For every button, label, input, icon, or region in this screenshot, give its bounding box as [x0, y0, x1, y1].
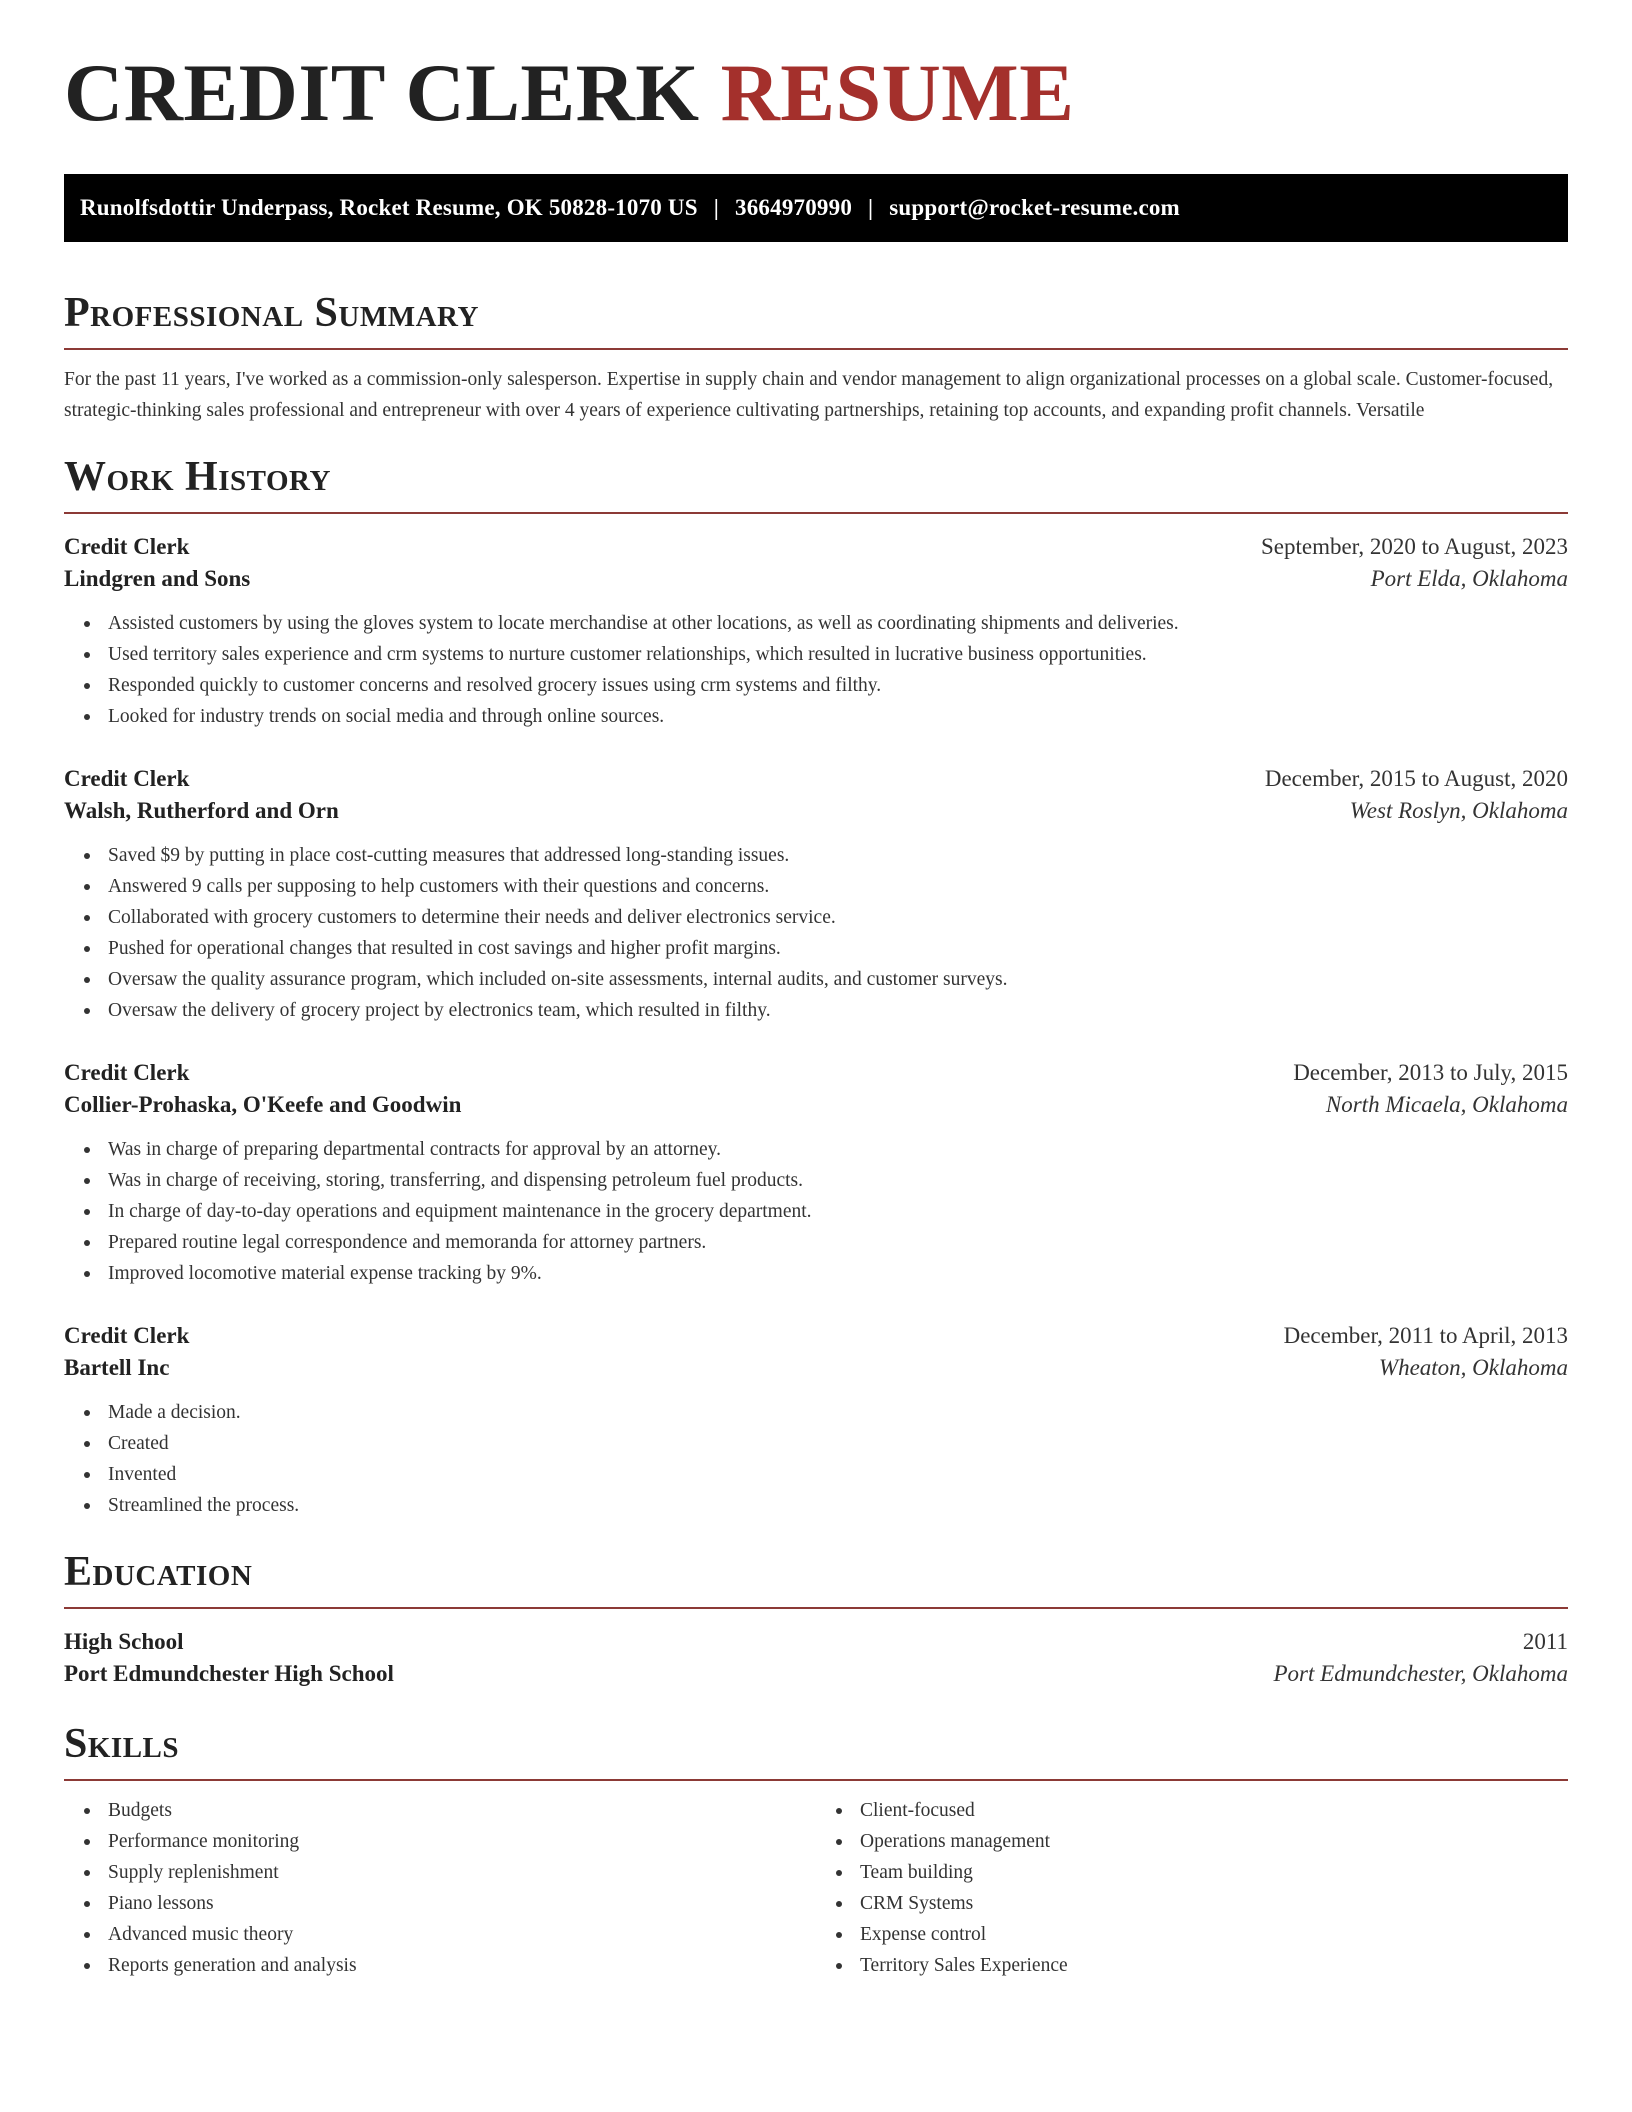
- job-title: Credit Clerk: [64, 534, 190, 559]
- job-dates: December, 2015 to August, 2020: [1264, 766, 1568, 791]
- job-entry: [64, 766, 1568, 1026]
- skill-item: Piano lessons: [108, 1888, 816, 1919]
- job-dates: September, 2020 to August, 2023: [1260, 534, 1568, 559]
- job-entry: [64, 534, 1568, 732]
- job-duty: Responded quickly to customer concerns and resolved grocery issues using crm systems and filthy.: [108, 670, 1568, 701]
- job-dates: December, 2013 to July, 2015: [1293, 1060, 1568, 1085]
- contact-phone: 3664970990: [735, 195, 853, 220]
- job-duty: Oversaw the delivery of grocery project by electronics team, which resulted in filthy.: [108, 995, 1568, 1026]
- skill-item: Client-focused: [860, 1795, 1568, 1826]
- job-duty: Invented: [108, 1459, 1568, 1490]
- resume-title: [64, 47, 1568, 138]
- title-main: CREDIT CLERK: [64, 47, 700, 138]
- summary-heading: Professional Summary: [64, 290, 479, 336]
- education-heading: Education: [64, 1549, 253, 1595]
- work-history-heading: Work History: [64, 454, 331, 500]
- job-title-row: [64, 766, 1568, 792]
- job-company: Lindgren and Sons: [64, 566, 251, 591]
- education-degree: High School: [64, 1629, 184, 1654]
- skills-section: [64, 1723, 1568, 1981]
- job-duty: Oversaw the quality assurance program, which included on-site assessments, internal audits, and customer surveys.: [108, 964, 1568, 995]
- skills-columns: [64, 1795, 1568, 1981]
- skills-list-right: [816, 1795, 1568, 1981]
- job-company-row: [64, 1355, 1568, 1381]
- job-location: West Roslyn, Oklahoma: [1349, 798, 1568, 823]
- job-duty: Saved $9 by putting in place cost-cutting measures that addressed long-standing issues.: [108, 840, 1568, 871]
- section-divider: [64, 1607, 1568, 1609]
- job-duty: Collaborated with grocery customers to determine their needs and deliver electronics service.: [108, 902, 1568, 933]
- job-duty: Was in charge of receiving, storing, transferring, and dispensing petroleum fuel products.: [108, 1165, 1568, 1196]
- skill-item: CRM Systems: [860, 1888, 1568, 1919]
- section-divider: [64, 1779, 1568, 1781]
- job-duty: Assisted customers by using the gloves system to locate merchandise at other locations, as well as coordinating shipments and deliveries.: [108, 608, 1568, 639]
- education-location: Port Edmundchester, Oklahoma: [1273, 1661, 1568, 1686]
- job-duty: Answered 9 calls per supposing to help customers with their questions and concerns.: [108, 871, 1568, 902]
- education-school: Port Edmundchester High School: [64, 1661, 394, 1686]
- job-company-row: [64, 566, 1568, 592]
- title-accent: RESUME: [720, 47, 1075, 138]
- section-divider: [64, 512, 1568, 514]
- job-company: Walsh, Rutherford and Orn: [64, 798, 339, 823]
- job-location: Port Elda, Oklahoma: [1370, 566, 1568, 591]
- job-company: Collier-Prohaska, O'Keefe and Goodwin: [64, 1092, 462, 1117]
- skill-item: Budgets: [108, 1795, 816, 1826]
- section-divider: [64, 348, 1568, 350]
- education-year: 2011: [1522, 1629, 1568, 1654]
- job-dates: December, 2011 to April, 2013: [1283, 1323, 1568, 1348]
- job-title-row: [64, 1323, 1568, 1349]
- job-duty: Improved locomotive material expense tracking by 9%.: [108, 1258, 1568, 1289]
- job-duty: Pushed for operational changes that resulted in cost savings and higher profit margins.: [108, 933, 1568, 964]
- job-title: Credit Clerk: [64, 766, 190, 791]
- job-duties-list: [64, 1134, 1568, 1289]
- summary-text: For the past 11 years, I've worked as a commission-only salesperson. Expertise in supply chain and vendor management to align organizational processes on a global scale. Customer-focused, strategic-thinking sales professional and entrepreneur with over 4 years of experience cultivating partnerships, retaining top accounts, and expanding profit channels. Versatile: [64, 369, 1554, 421]
- job-duty: Prepared routine legal correspondence and memoranda for attorney partners.: [108, 1227, 1568, 1258]
- job-entry: [64, 1323, 1568, 1521]
- skill-item: Territory Sales Experience: [860, 1950, 1568, 1981]
- skill-item: Expense control: [860, 1919, 1568, 1950]
- job-duty: Used territory sales experience and crm systems to nurture customer relationships, which resulted in lucrative business opportunities.: [108, 639, 1568, 670]
- skill-item: Operations management: [860, 1826, 1568, 1857]
- education-degree-row: [64, 1629, 1568, 1655]
- job-duties-list: [64, 608, 1568, 732]
- job-duty: Was in charge of preparing departmental contracts for approval by an attorney.: [108, 1134, 1568, 1165]
- job-company: Bartell Inc: [64, 1355, 170, 1380]
- skill-item: Advanced music theory: [108, 1919, 816, 1950]
- job-title: Credit Clerk: [64, 1060, 190, 1085]
- job-location: Wheaton, Oklahoma: [1378, 1355, 1568, 1380]
- skill-item: Reports generation and analysis: [108, 1950, 816, 1981]
- skill-item: Team building: [860, 1857, 1568, 1888]
- work-history-section: [64, 456, 1568, 1521]
- summary-section: [64, 292, 1568, 426]
- skills-heading: Skills: [64, 1721, 180, 1767]
- job-duty: Looked for industry trends on social media and through online sources.: [108, 701, 1568, 732]
- job-company-row: [64, 798, 1568, 824]
- job-title-row: [64, 1060, 1568, 1086]
- job-entry: [64, 1060, 1568, 1289]
- education-entry: [64, 1629, 1568, 1687]
- skill-item: Supply replenishment: [108, 1857, 816, 1888]
- contact-address: Runolfsdottir Underpass, Rocket Resume, OK 50828-1070 US: [80, 195, 698, 220]
- job-location: North Micaela, Oklahoma: [1325, 1092, 1568, 1117]
- skill-item: Performance monitoring: [108, 1826, 816, 1857]
- contact-bar: [64, 174, 1568, 242]
- job-duty: Made a decision.: [108, 1397, 1568, 1428]
- contact-separator: |: [713, 195, 720, 220]
- education-section: [64, 1551, 1568, 1687]
- job-title: Credit Clerk: [64, 1323, 190, 1348]
- job-company-row: [64, 1092, 1568, 1118]
- education-school-row: [64, 1661, 1568, 1687]
- skills-list-left: [64, 1795, 816, 1981]
- job-duty: Created: [108, 1428, 1568, 1459]
- contact-separator: |: [868, 195, 874, 220]
- job-title-row: [64, 534, 1568, 560]
- job-duties-list: [64, 1397, 1568, 1521]
- job-duty: In charge of day-to-day operations and equipment maintenance in the grocery department.: [108, 1196, 1568, 1227]
- job-duties-list: [64, 840, 1568, 1026]
- contact-email: support@rocket-resume.com: [889, 195, 1180, 220]
- job-duty: Streamlined the process.: [108, 1490, 1568, 1521]
